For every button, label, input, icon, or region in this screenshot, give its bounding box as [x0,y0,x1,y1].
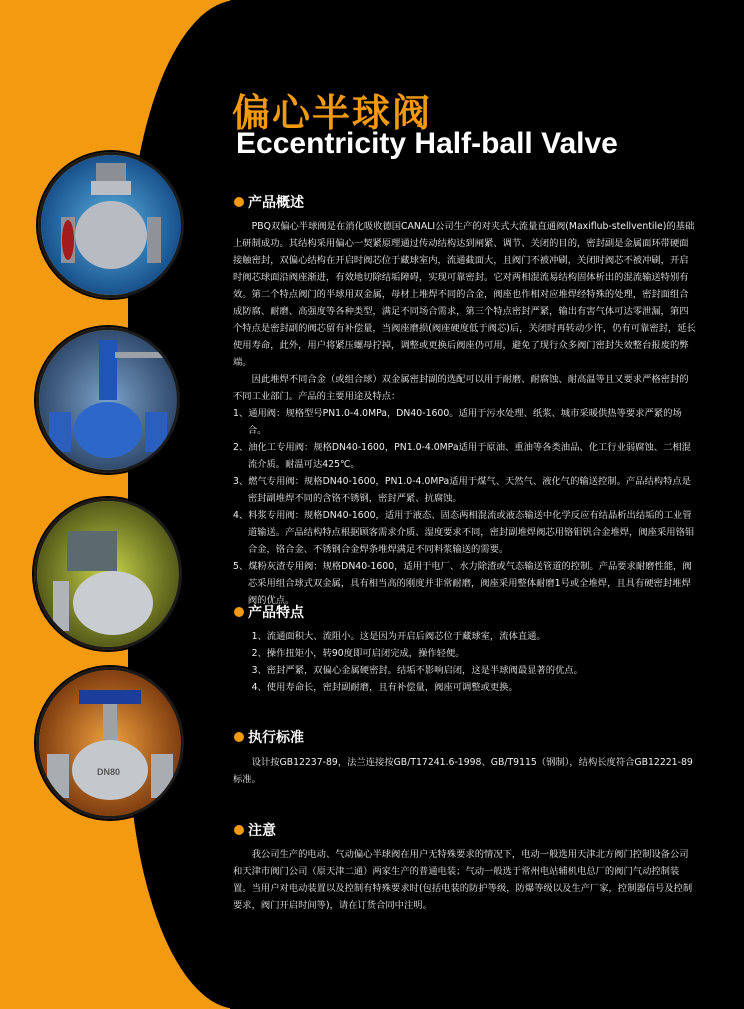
features-heading [234,602,304,622]
page-title-cn: 偏心半球阀 [232,91,433,135]
standard-heading [234,727,304,747]
feature-item: 3、密封严紧，双偏心金属硬密封。结垢不影响启闭，这是半球阀最显著的优点。 [251,665,583,676]
features-heading-text: 产品特点 [248,605,304,621]
features-body [233,628,696,696]
overview-paragraph-2: 因此堆焊不同合金（或组合球）双金属密封副的选配可以用于耐磨、耐腐蚀、耐高温等且又要求严格密封的不同工业部门。产品的主要用途及特点： [233,374,689,402]
overview-item: 1、通用阀：规格型号PN1.0-4.0MPa，DN40-1600。适用于污水处理、纸浆、城市采暖供热等要求严紧的场合。 [233,408,682,436]
standard-heading-text: 执行标准 [248,730,304,746]
bullet-dot-icon [234,825,244,835]
feature-item: 2、操作扭矩小，转90度即可启闭完成，操作轻便。 [251,648,465,659]
notice-body [233,846,696,914]
overview-item: 2、油化工专用阀：规格DN40-1600，PN1.0-4.0MPa适用于原油、重油等各类油品、化工行业弱腐蚀、二相混流介质。耐温可达425℃。 [233,442,691,470]
bullet-dot-icon [234,732,244,742]
overview-item: 4、料浆专用阀：规格DN40-1600，适用于液态、固态两相混流或液态输送中化学反应有结晶析出结垢的工业管道输送。产品结构特点根据顾客需求介质、湿度要求不同，密封副堆焊阀芯用铬钼钒合金堆焊，阀座采用铬钼合金，铬合金、不锈钢合金焊条堆焊满足不同料浆输送的需要。 [233,510,695,555]
overview-heading-text: 产品概述 [248,195,304,211]
overview-paragraph-1: PBQ双偏心半球阀是在消化吸收德国CANALI公司生产的对夹式大流量直通阀(Maxiflub-stellventile)的基础上研制成功。其结构采用偏心一契紧原理通过传动结构达到闸紧、调节、关闭的目的，密封副是金属面环带硬面接触密封，双偏心结构在开启时阀芯位于藏球室内，流通截面大，且阀门不被冲刷，关闭时阀芯不被冲刷，开启时阀芯球面沿阀座渐进，有效地切除结垢障碍，实现可靠密封。它对两相混流易结构固体析出的混流输送特别有效。第二个特点阀门的半球用双金属，母材上堆焊不同的合金，阀座也作相对应堆焊经特殊的处理，密封面组合成防腐、耐磨、高强度等各种类型，满足不同场合需求，第三个特点密封严紧，输出有害气体可达零泄漏，第四个特点是密封副的阀芯留有补偿量，当阀座磨损(阀座硬度低于阀芯)后，关闭时再转动少许，仍有可靠密封，延长使用寿命，此外，用户将紧压螺母拧掉，调整或更换后阀座仍可用，避免了现行众多阀门密封失效整台报废的弊端。 [233,221,696,368]
overview-body [233,218,696,609]
notice-heading [234,820,276,840]
overview-item: 3、燃气专用阀：规格DN40-1600，PN1.0-4.0MPa适用于煤气、天然气、液化气的输送控制。产品结构特点是密封副堆焊不同的含铬不锈钢，密封严紧、抗腐蚀。 [233,476,691,504]
page-title-en: Eccentricity Half-ball Valve [236,127,618,160]
feature-item: 4、使用寿命长，密封副耐磨，且有补偿量，阀座可调整或更换。 [251,682,518,693]
valve-photo-3 [34,498,182,650]
bullet-dot-icon [234,197,244,207]
valve-photo-4 [36,667,184,819]
feature-item: 1、流通面积大、流阻小。这是因为开启后阀芯位于藏球室，流体直通。 [251,631,546,642]
notice-text: 我公司生产的电动、气动偏心半球阀在用户无特殊要求的情况下，电动一般选用天津北方阀门控制设备公司和天津市阀门公司（原天津二通）两家生产的普通电装；气动一般选于常州电站辅机电总厂的阀门气动控制装置。当用户对电动装置以及控制有特殊要求时(包括电装的防护等级，防爆等级以及生产厂家，控制器信号及控制要求，阀门开启时间等)，请在订货合同中注明。 [233,849,693,911]
photo-mark-dn80: DN80 [97,767,121,777]
bullet-dot-icon [234,607,244,617]
standard-body [233,754,696,788]
valve-photo-1 [38,152,184,298]
standard-text: 设计按GB12237-89，法兰连接按GB/T17241.6-1998、GB/T9115（钢制），结构长度符合GB12221-89标准。 [233,757,693,785]
overview-item: 5、煤粉灰渣专用阀：规格DN40-1600，适用于电厂、水力除渣或气态输送管道的控制。产品要求耐磨性能，阀芯采用组合球式双金属，具有相当高的刚度并非常耐磨，阀座采用整体耐磨1号或全堆焊，且具有硬密封堆焊阀的优点。 [233,561,692,606]
valve-photo-2 [36,327,180,473]
overview-heading [234,192,304,212]
notice-heading-text: 注意 [248,823,276,839]
